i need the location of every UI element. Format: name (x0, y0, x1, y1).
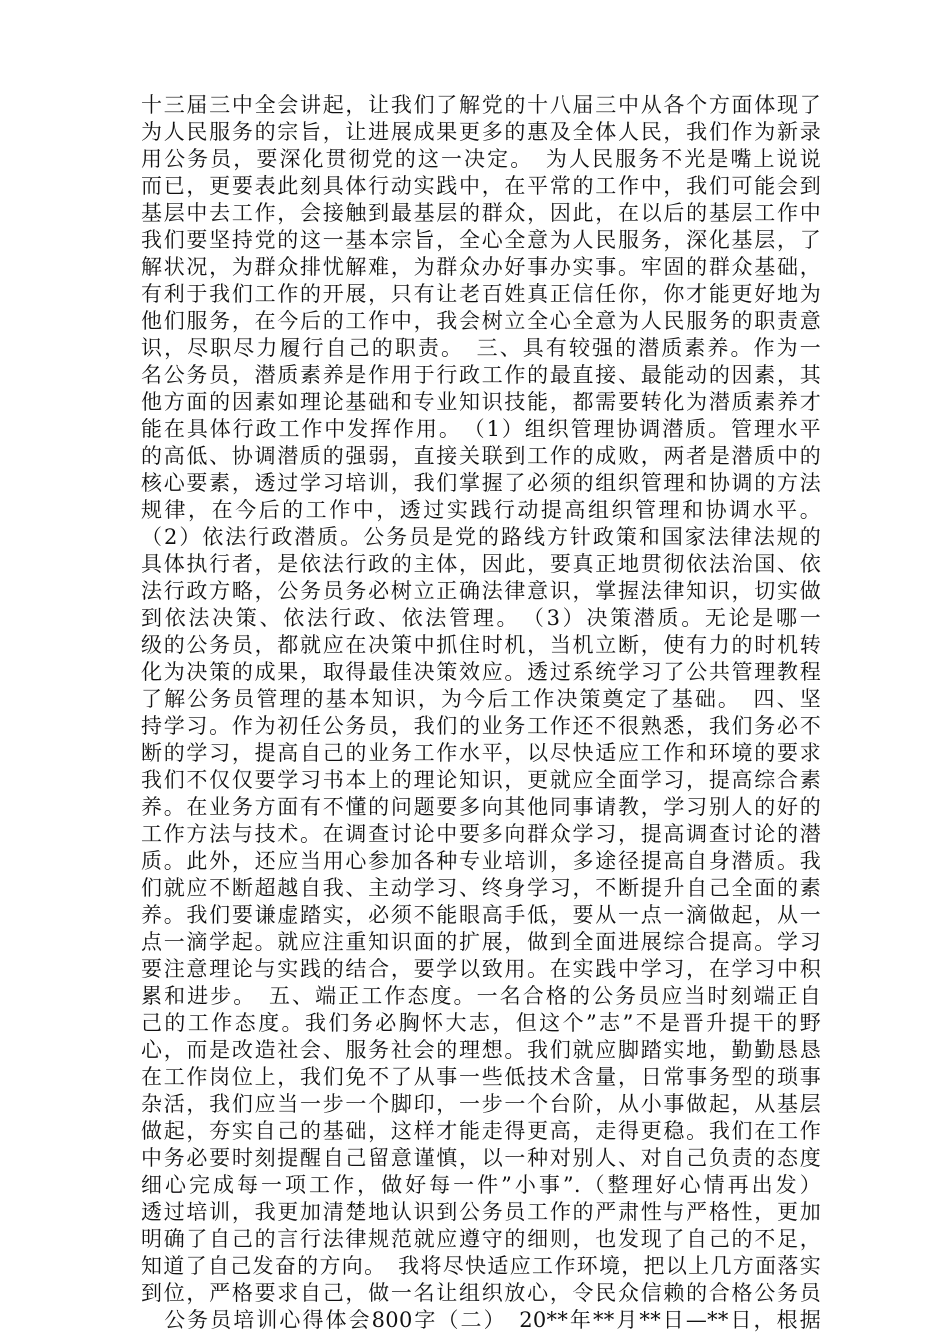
text-line: 们就应不断超越自我、主动学习、终身学习，不断提升自己全面的素 (141, 876, 821, 900)
text-line: 己的工作态度。我们务必胸怀大志，但这个”志”不是晋升提干的野 (141, 1011, 821, 1035)
body-text (141, 92, 821, 1334)
text-line: 化为决策的成果，取得最佳决策效应。透过系统学习了公共管理教程 (141, 660, 821, 684)
text-line: 他方面的因素如理论基础和专业知识技能，都需要转化为潜质素养才 (141, 390, 821, 414)
text-line: （2）依法行政潜质。公务员是党的路线方针政策和国家法律法规的 (141, 525, 821, 549)
text-line: 十三届三中全会讲起，让我们了解党的十八届三中从各个方面体现了 (141, 93, 821, 117)
text-line: 透过培训，我更加清楚地认识到公务员工作的严肃性与严格性，更加 (141, 1200, 821, 1224)
text-line: 具体执行者，是依法行政的主体，因此，要真正地贯彻依法治国、依 (141, 552, 821, 576)
text-line: 质。此外，还应当用心参加各种专业培训，多途径提高自身潜质。我 (141, 849, 821, 873)
text-line: 规律，在今后的工作中，透过实践行动提高组织管理和协调水平。 (141, 498, 821, 522)
text-line: 断的学习，提高自己的业务工作水平，以尽快适应工作和环境的要求 (141, 741, 821, 765)
text-line: 我们不仅仅要学习书本上的理论知识，更就应全面学习，提高综合素 (141, 768, 821, 792)
text-line: 到位，严格要求自己，做一名让组织放心，令民众信赖的合格公务员 (141, 1281, 821, 1305)
text-line: 养。我们要谦虚踏实，必须不能眼高手低，要从一点一滴做起，从一 (141, 903, 821, 927)
text-line: 要注意理论与实践的结合，要学以致用。在实践中学习，在学习中积 (141, 957, 821, 981)
text-line: 而已，更要表此刻具体行动实践中，在平常的工作中，我们可能会到 (141, 174, 821, 198)
text-line: 明确了自己的言行法律规范就应遵守的细则，也发现了自己的不足， (141, 1227, 821, 1251)
text-line: 识，尽职尽力履行自己的职责。 三、具有较强的潜质素养。作为一 (141, 336, 821, 360)
text-line: 能在具体行政工作中发挥作用。 （1）组织管理协调潜质。管理水平 (141, 417, 821, 441)
text-line: 在工作岗位上，我们免不了从事一些低技术含量，日常事务型的琐事 (141, 1065, 821, 1089)
text-line: 基层中去工作，会接触到最基层的群众，因此，在以后的基层工作中 (141, 201, 821, 225)
text-line: 细心完成每一项工作，做好每一件”小事”.（整理好心情再出发） (141, 1173, 821, 1197)
text-line: 累和进步。 五、端正工作态度。一名合格的公务员应当时刻端正自 (141, 984, 821, 1008)
text-line: 持学习。作为初任公务员，我们的业务工作还不很熟悉，我们务必不 (141, 714, 821, 738)
text-line: 有利于我们工作的开展，只有让老百姓真正信任你，你才能更好地为 (141, 282, 821, 306)
text-line: 名公务员，潜质素养是作用于行政工作的最直接、最能动的因素，其 (141, 363, 821, 387)
text-line: 了解公务员管理的基本知识，为今后工作决策奠定了基础。 四、坚 (141, 687, 821, 711)
text-line: 做起，夯实自己的基础，这样才能走得更高，走得更稳。我们在工作 (141, 1119, 821, 1143)
text-line: 到依法决策、依法行政、依法管理。 （3）决策潜质。无论是哪一 (141, 606, 821, 630)
text-line: 公务员培训心得体会800字（二） 20**年**月**日—**日，根据 (141, 1308, 821, 1332)
text-line: 为人民服务的宗旨，让进展成果更多的惠及全体人民，我们作为新录 (141, 120, 821, 144)
text-line: 中务必要时刻提醒自己留意谨慎，以一种对别人、对自己负责的态度 (141, 1146, 821, 1170)
text-line: 级的公务员，都就应在决策中抓住时机，当机立断，使有力的时机转 (141, 633, 821, 657)
text-line: 核心要素，透过学习培训，我们掌握了必须的组织管理和协调的方法 (141, 471, 821, 495)
text-line: 我们要坚持党的这一基本宗旨，全心全意为人民服务，深化基层，了 (141, 228, 821, 252)
text-line: 的高低、协调潜质的强弱，直接关联到工作的成败，两者是潜质中的 (141, 444, 821, 468)
text-line: 杂活，我们应当一步一个脚印，一步一个台阶，从小事做起，从基层 (141, 1092, 821, 1116)
text-line: 点一滴学起。就应注重知识面的扩展，做到全面进展综合提高。学习 (141, 930, 821, 954)
text-line: 心，而是改造社会、服务社会的理想。我们就应脚踏实地，勤勤恳恳 (141, 1038, 821, 1062)
text-line: 解状况，为群众排忧解难，为群众办好事办实事。牢固的群众基础， (141, 255, 821, 279)
text-line: 法行政方略，公务员务必树立正确法律意识，掌握法律知识，切实做 (141, 579, 821, 603)
text-line: 知道了自己发奋的方向。 我将尽快适应工作环境，把以上几方面落实 (141, 1254, 821, 1278)
text-line: 工作方法与技术。在调查讨论中要多向群众学习，提高调查讨论的潜 (141, 822, 821, 846)
text-line: 用公务员，要深化贯彻党的这一决定。 为人民服务不光是嘴上说说 (141, 147, 821, 171)
text-line: 他们服务，在今后的工作中，我会树立全心全意为人民服务的职责意 (141, 309, 821, 333)
text-line: 养。在业务方面有不懂的问题要多向其他同事请教，学习别人的好的 (141, 795, 821, 819)
